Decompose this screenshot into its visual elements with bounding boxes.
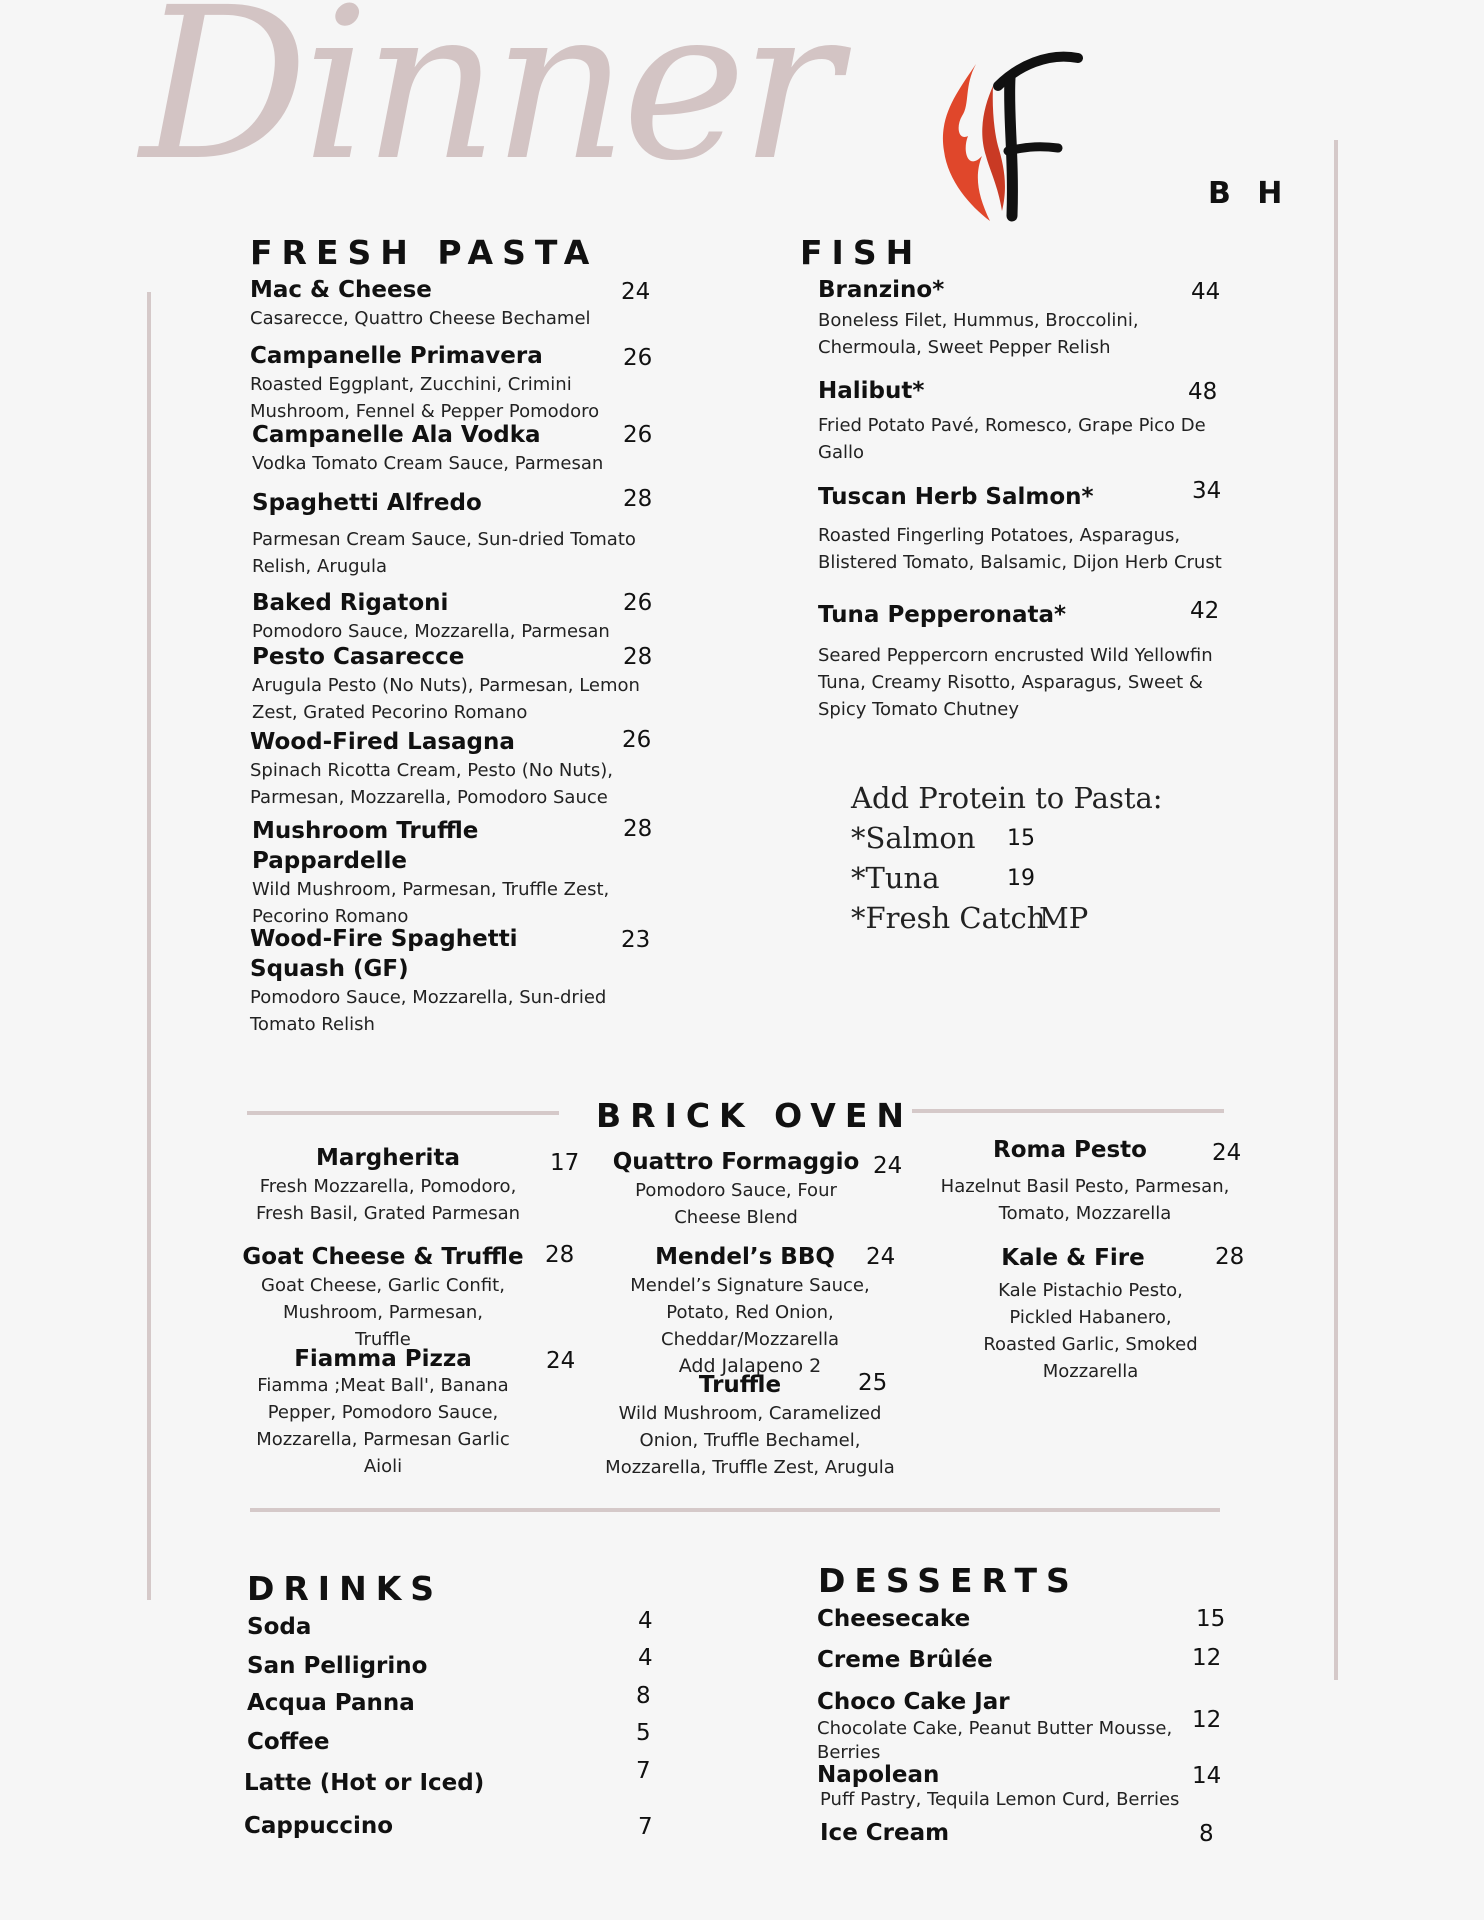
protein-price: 19 xyxy=(1007,866,1035,891)
item-price: 24 xyxy=(873,1153,903,1179)
item-name: Tuscan Herb Salmon* xyxy=(818,484,1094,510)
item-desc: Fresh Mozzarella, Pomodoro, Fresh Basil, Grated Parmesan xyxy=(255,1176,521,1224)
menu-item xyxy=(250,341,635,425)
item-desc: Parmesan Cream Sauce, Sun-dried Tomato Relish, Arugula xyxy=(252,529,636,577)
pizza-item xyxy=(938,1243,1243,1385)
drinks-heading: DRINKS xyxy=(247,1569,444,1608)
menu-item xyxy=(818,482,1223,576)
menu-item xyxy=(818,275,1223,361)
item-desc: Pomodoro Sauce, Four Cheese Blend xyxy=(635,1180,837,1228)
item-name: Mendel’s BBQ xyxy=(655,1244,835,1270)
item-price: 34 xyxy=(1192,478,1222,504)
item-price: 28 xyxy=(623,486,653,512)
item-name: Baked Rigatoni xyxy=(252,590,449,616)
dessert-price: 12 xyxy=(1192,1645,1222,1671)
item-desc: Fried Potato Pavé, Romesco, Grape Pico De Gallo xyxy=(818,415,1206,463)
menu-item xyxy=(250,727,635,811)
pizza-item xyxy=(238,1344,528,1480)
item-price: 24 xyxy=(1212,1140,1242,1166)
menu-item xyxy=(252,488,642,580)
item-name: Roma Pesto xyxy=(993,1137,1147,1163)
item-price: 24 xyxy=(546,1348,576,1374)
right-border-line xyxy=(1334,140,1338,1680)
drink-name: San Pelligrino xyxy=(247,1653,428,1679)
item-desc: Kale Pistachio Pesto, Pickled Habanero, Roasted Garlic, Smoked Mozzarella xyxy=(983,1280,1198,1382)
dessert-price: 14 xyxy=(1192,1763,1222,1789)
item-desc: Wild Mushroom, Caramelized Onion, Truffle Bechamel, Mozzarella, Truffle Zest, Arugula xyxy=(605,1403,895,1478)
protein-price: 15 xyxy=(1007,826,1035,851)
dessert-desc: Chocolate Cake, Peanut Butter Mousse, Berries xyxy=(817,1718,1173,1763)
item-price: 28 xyxy=(545,1242,575,1268)
pizza-item xyxy=(940,1135,1230,1227)
pizza-item xyxy=(238,1242,528,1353)
protein-name: *Salmon xyxy=(851,821,976,855)
item-price: 26 xyxy=(623,422,653,448)
desserts-heading: DESSERTS xyxy=(818,1561,1079,1600)
item-name: Mushroom Truffle Pappardelle xyxy=(252,818,479,874)
item-name: Branzino* xyxy=(818,277,945,303)
protein-name: *Fresh Catch xyxy=(851,901,1046,935)
item-name: Kale & Fire xyxy=(1001,1245,1145,1271)
item-price: 24 xyxy=(621,279,651,305)
item-desc: Boneless Filet, Hummus, Broccolini, Chermoula, Sweet Pepper Relish xyxy=(818,310,1139,358)
dessert-name: Choco Cake Jar xyxy=(817,1689,1010,1715)
item-price: 24 xyxy=(866,1244,896,1270)
dessert-price: 8 xyxy=(1199,1821,1214,1847)
item-desc: Roasted Fingerling Potatoes, Asparagus, Blistered Tomato, Balsamic, Dijon Herb Crust xyxy=(818,525,1222,573)
add-protein-box xyxy=(851,778,1163,938)
item-price: 26 xyxy=(623,345,653,371)
protein-row xyxy=(851,858,1163,898)
drink-price: 4 xyxy=(638,1608,653,1634)
drink-name: Soda xyxy=(247,1614,312,1640)
item-price: 26 xyxy=(623,590,653,616)
item-desc: Mendel’s Signature Sauce, Potato, Red Onion, Cheddar/Mozzarella xyxy=(630,1275,870,1350)
brick-oven-heading: BRICK OVEN xyxy=(596,1096,913,1135)
menu-item xyxy=(818,600,1223,723)
item-name: Campanelle Ala Vodka xyxy=(252,422,541,448)
item-name: Pesto Casarecce xyxy=(252,644,465,670)
item-name: Wood-Fired Lasagna xyxy=(250,729,515,755)
item-desc: Pomodoro Sauce, Mozzarella, Sun-dried Tomato Relish xyxy=(250,987,607,1035)
drink-price: 7 xyxy=(638,1814,653,1840)
item-desc: Seared Peppercorn encrusted Wild Yellowfin Tuna, Creamy Risotto, Asparagus, Sweet & Spicy Tomato Chutney xyxy=(818,645,1213,720)
menu-item xyxy=(252,816,610,930)
drink-name: Cappuccino xyxy=(244,1813,394,1839)
fresh-pasta-heading: FRESH PASTA xyxy=(250,233,599,272)
dessert-item xyxy=(817,1687,1202,1765)
dinner-script-title: Dinner xyxy=(140,0,835,207)
item-desc: Pomodoro Sauce, Mozzarella, Parmesan xyxy=(252,621,610,642)
fish-heading: FISH xyxy=(800,233,923,272)
item-name: Tuna Pepperonata* xyxy=(818,602,1067,628)
location-code: B H xyxy=(1208,176,1291,211)
menu-item xyxy=(818,376,1223,466)
restaurant-logo xyxy=(918,46,1088,226)
protein-row xyxy=(851,818,1163,858)
item-name: Fiamma Pizza xyxy=(294,1346,472,1372)
item-desc: Wild Mushroom, Parmesan, Truffle Zest, Pecorino Romano xyxy=(252,879,610,927)
pizza-item xyxy=(600,1370,900,1481)
item-name: Mac & Cheese xyxy=(250,277,432,303)
dessert-name: Napolean xyxy=(817,1762,940,1788)
item-price: 48 xyxy=(1188,379,1218,405)
drink-name: Latte (Hot or Iced) xyxy=(244,1770,485,1796)
left-border-line xyxy=(147,292,151,1600)
drink-name: Acqua Panna xyxy=(247,1690,415,1716)
item-price: 23 xyxy=(621,927,651,953)
item-price: 28 xyxy=(1215,1244,1245,1270)
brick-oven-divider-left xyxy=(247,1111,559,1115)
item-name: Goat Cheese & Truffle xyxy=(242,1244,524,1270)
item-name: Halibut* xyxy=(818,378,925,404)
menu-item xyxy=(252,642,647,726)
item-desc: Arugula Pesto (No Nuts), Parmesan, Lemon Zest, Grated Pecorino Romano xyxy=(252,675,640,723)
menu-item xyxy=(252,588,652,645)
pizza-item xyxy=(606,1147,866,1231)
item-price: 28 xyxy=(623,816,653,842)
item-desc: Hazelnut Basil Pesto, Parmesan, Tomato, Mozzarella xyxy=(940,1176,1230,1224)
item-name: Quattro Formaggio xyxy=(612,1149,860,1175)
item-extra: Add Jalapeno 2 xyxy=(678,1355,822,1377)
item-price: 44 xyxy=(1191,279,1221,305)
dessert-name: Ice Cream xyxy=(820,1820,950,1846)
dessert-desc: Puff Pastry, Tequila Lemon Curd, Berries xyxy=(820,1789,1180,1810)
item-name: Spaghetti Alfredo xyxy=(252,490,482,516)
pizza-item xyxy=(600,1242,900,1380)
menu-item xyxy=(252,420,652,477)
item-price: 26 xyxy=(622,727,652,753)
item-name: Campanelle Primavera xyxy=(250,343,543,369)
item-price: 17 xyxy=(550,1150,580,1176)
item-desc: Spinach Ricotta Cream, Pesto (No Nuts), Parmesan, Mozzarella, Pomodoro Sauce xyxy=(250,760,613,808)
dessert-item xyxy=(817,1760,1217,1812)
item-price: 28 xyxy=(623,644,653,670)
menu-item xyxy=(250,275,660,332)
item-desc: Vodka Tomato Cream Sauce, Parmesan xyxy=(252,453,604,474)
pizza-item xyxy=(243,1143,533,1227)
item-desc: Casarecce, Quattro Cheese Bechamel xyxy=(250,308,591,329)
brick-oven-bottom-divider xyxy=(250,1508,1220,1512)
item-desc: Roasted Eggplant, Zucchini, Crimini Mushroom, Fennel & Pepper Pomodoro xyxy=(250,374,600,422)
drink-price: 7 xyxy=(636,1758,651,1784)
item-name: Margherita xyxy=(316,1145,460,1171)
dessert-name: Creme Brûlée xyxy=(817,1647,993,1673)
item-desc: Goat Cheese, Garlic Confit, Mushroom, Parmesan, Truffle xyxy=(261,1275,505,1350)
item-desc: Fiamma ;Meat Ball', Banana Pepper, Pomodoro Sauce, Mozzarella, Parmesan Garlic Aioli xyxy=(256,1375,510,1477)
drink-price: 5 xyxy=(636,1720,651,1746)
item-price: 42 xyxy=(1190,598,1220,624)
add-protein-title: Add Protein to Pasta: xyxy=(851,781,1163,815)
dessert-price: 15 xyxy=(1196,1606,1226,1632)
item-name: Truffle xyxy=(698,1372,782,1398)
drink-price: 8 xyxy=(636,1683,651,1709)
protein-name: *Tuna xyxy=(851,861,940,895)
protein-price: MP xyxy=(1039,901,1089,935)
drink-name: Coffee xyxy=(247,1729,330,1755)
protein-row xyxy=(851,898,1163,938)
drink-price: 4 xyxy=(638,1645,653,1671)
item-price: 25 xyxy=(858,1370,888,1396)
dessert-name: Cheesecake xyxy=(817,1606,971,1632)
brick-oven-divider-right xyxy=(912,1109,1224,1113)
item-name: Wood-Fire Spaghetti Squash (GF) xyxy=(250,926,518,982)
dessert-price: 12 xyxy=(1192,1707,1222,1733)
menu-item xyxy=(250,924,607,1038)
